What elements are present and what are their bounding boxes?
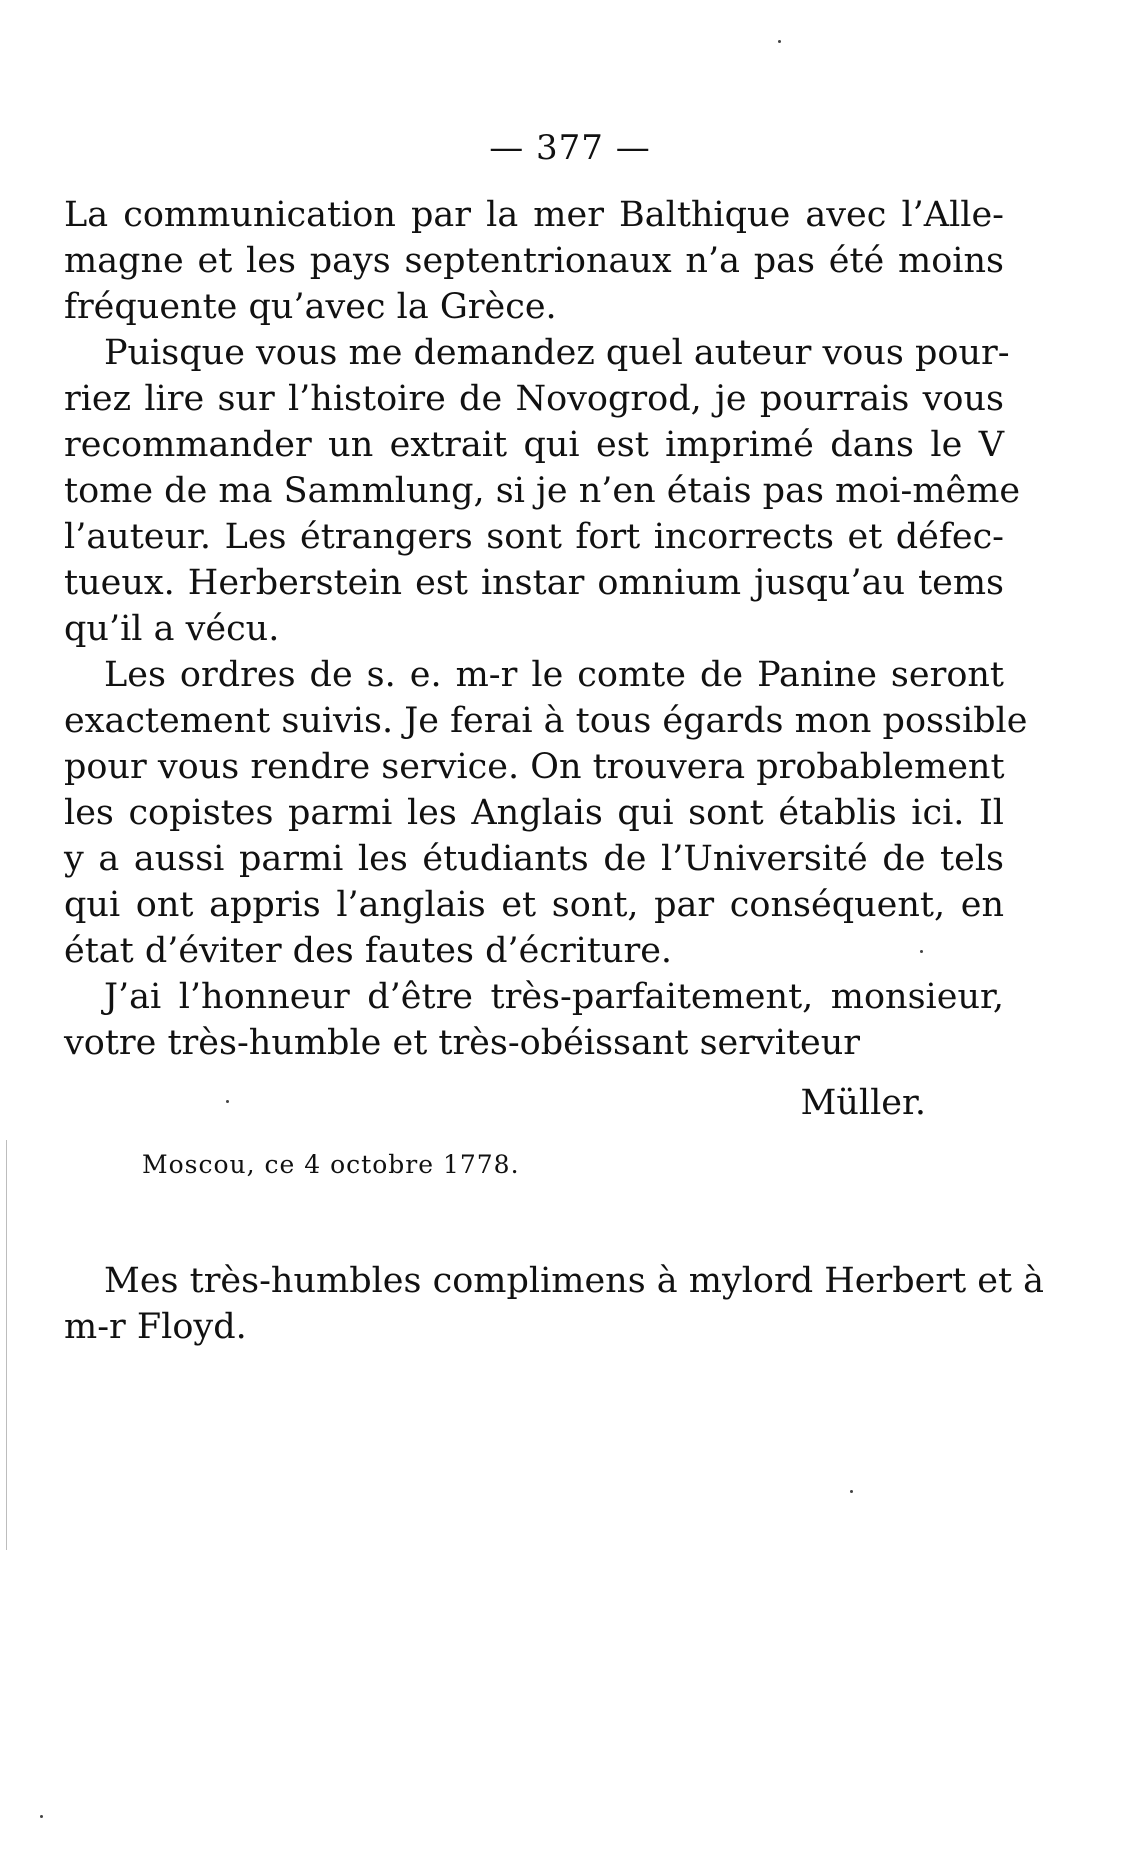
scan-speck: [920, 950, 923, 953]
paragraph-panine: [64, 652, 1028, 974]
scan-speck: [226, 1100, 229, 1103]
scan-speck: [850, 1490, 853, 1493]
text-line: tueux. Herberstein est instar omnium jusqu’au tems: [64, 563, 1004, 603]
paragraph-closing: [64, 974, 1004, 1066]
paragraph-baltic: [64, 192, 1004, 330]
text-line: m-r Floyd.: [64, 1307, 247, 1347]
text-line: l’auteur. Les étrangers sont fort incorrects et défec-: [64, 517, 1004, 557]
text-line: riez lire sur l’histoire de Novogrod, je pourrais vous: [64, 379, 1004, 419]
signature: Müller.: [800, 1083, 926, 1123]
text-line: y a aussi parmi les étudiants de l’Université de tels: [64, 839, 1004, 879]
text-line: état d’éviter des fautes d’écriture.: [64, 931, 673, 971]
text-line: Les ordres de s. e. m-r le comte de Panine seront: [104, 655, 1004, 695]
dateline: Moscou, ce 4 octobre 1778.: [142, 1150, 520, 1179]
text-line: magne et les pays septentrionaux n’a pas été moins: [64, 241, 1004, 281]
text-line: recommander un extrait qui est imprimé dans le V: [64, 425, 1004, 465]
text-line: pour vous rendre service. On trouvera probablement: [64, 747, 1005, 787]
text-line: Mes très-humbles complimens à mylord Herbert et à: [104, 1261, 1045, 1301]
scan-speck: [40, 1815, 43, 1818]
postscript: [64, 1258, 1045, 1350]
text-line: les copistes parmi les Anglais qui sont établis ici. Il: [64, 793, 1004, 833]
text-line: J’ai l’honneur d’être très-parfaitement, monsieur,: [104, 977, 1004, 1017]
margin-scan-line: [6, 1140, 7, 1550]
scan-speck: [778, 40, 781, 43]
text-line: fréquente qu’avec la Grèce.: [64, 287, 557, 327]
page-number: — 377 —: [489, 128, 651, 168]
paragraph-novogrod: [64, 330, 1021, 652]
text-line: exactement suivis. Je ferai à tous égards mon possible: [64, 701, 1028, 741]
text-line: qui ont appris l’anglais et sont, par conséquent, en: [64, 885, 1004, 925]
text-line: tome de ma Sammlung, si je n’en étais pas moi-même: [64, 471, 1021, 511]
text-line: Puisque vous me demandez quel auteur vous pour-: [104, 333, 1010, 373]
text-line: La communication par la mer Balthique avec l’Alle-: [64, 195, 1004, 235]
text-line: votre très-humble et très-obéissant serviteur: [64, 1023, 861, 1063]
text-line: qu’il a vécu.: [64, 609, 280, 649]
